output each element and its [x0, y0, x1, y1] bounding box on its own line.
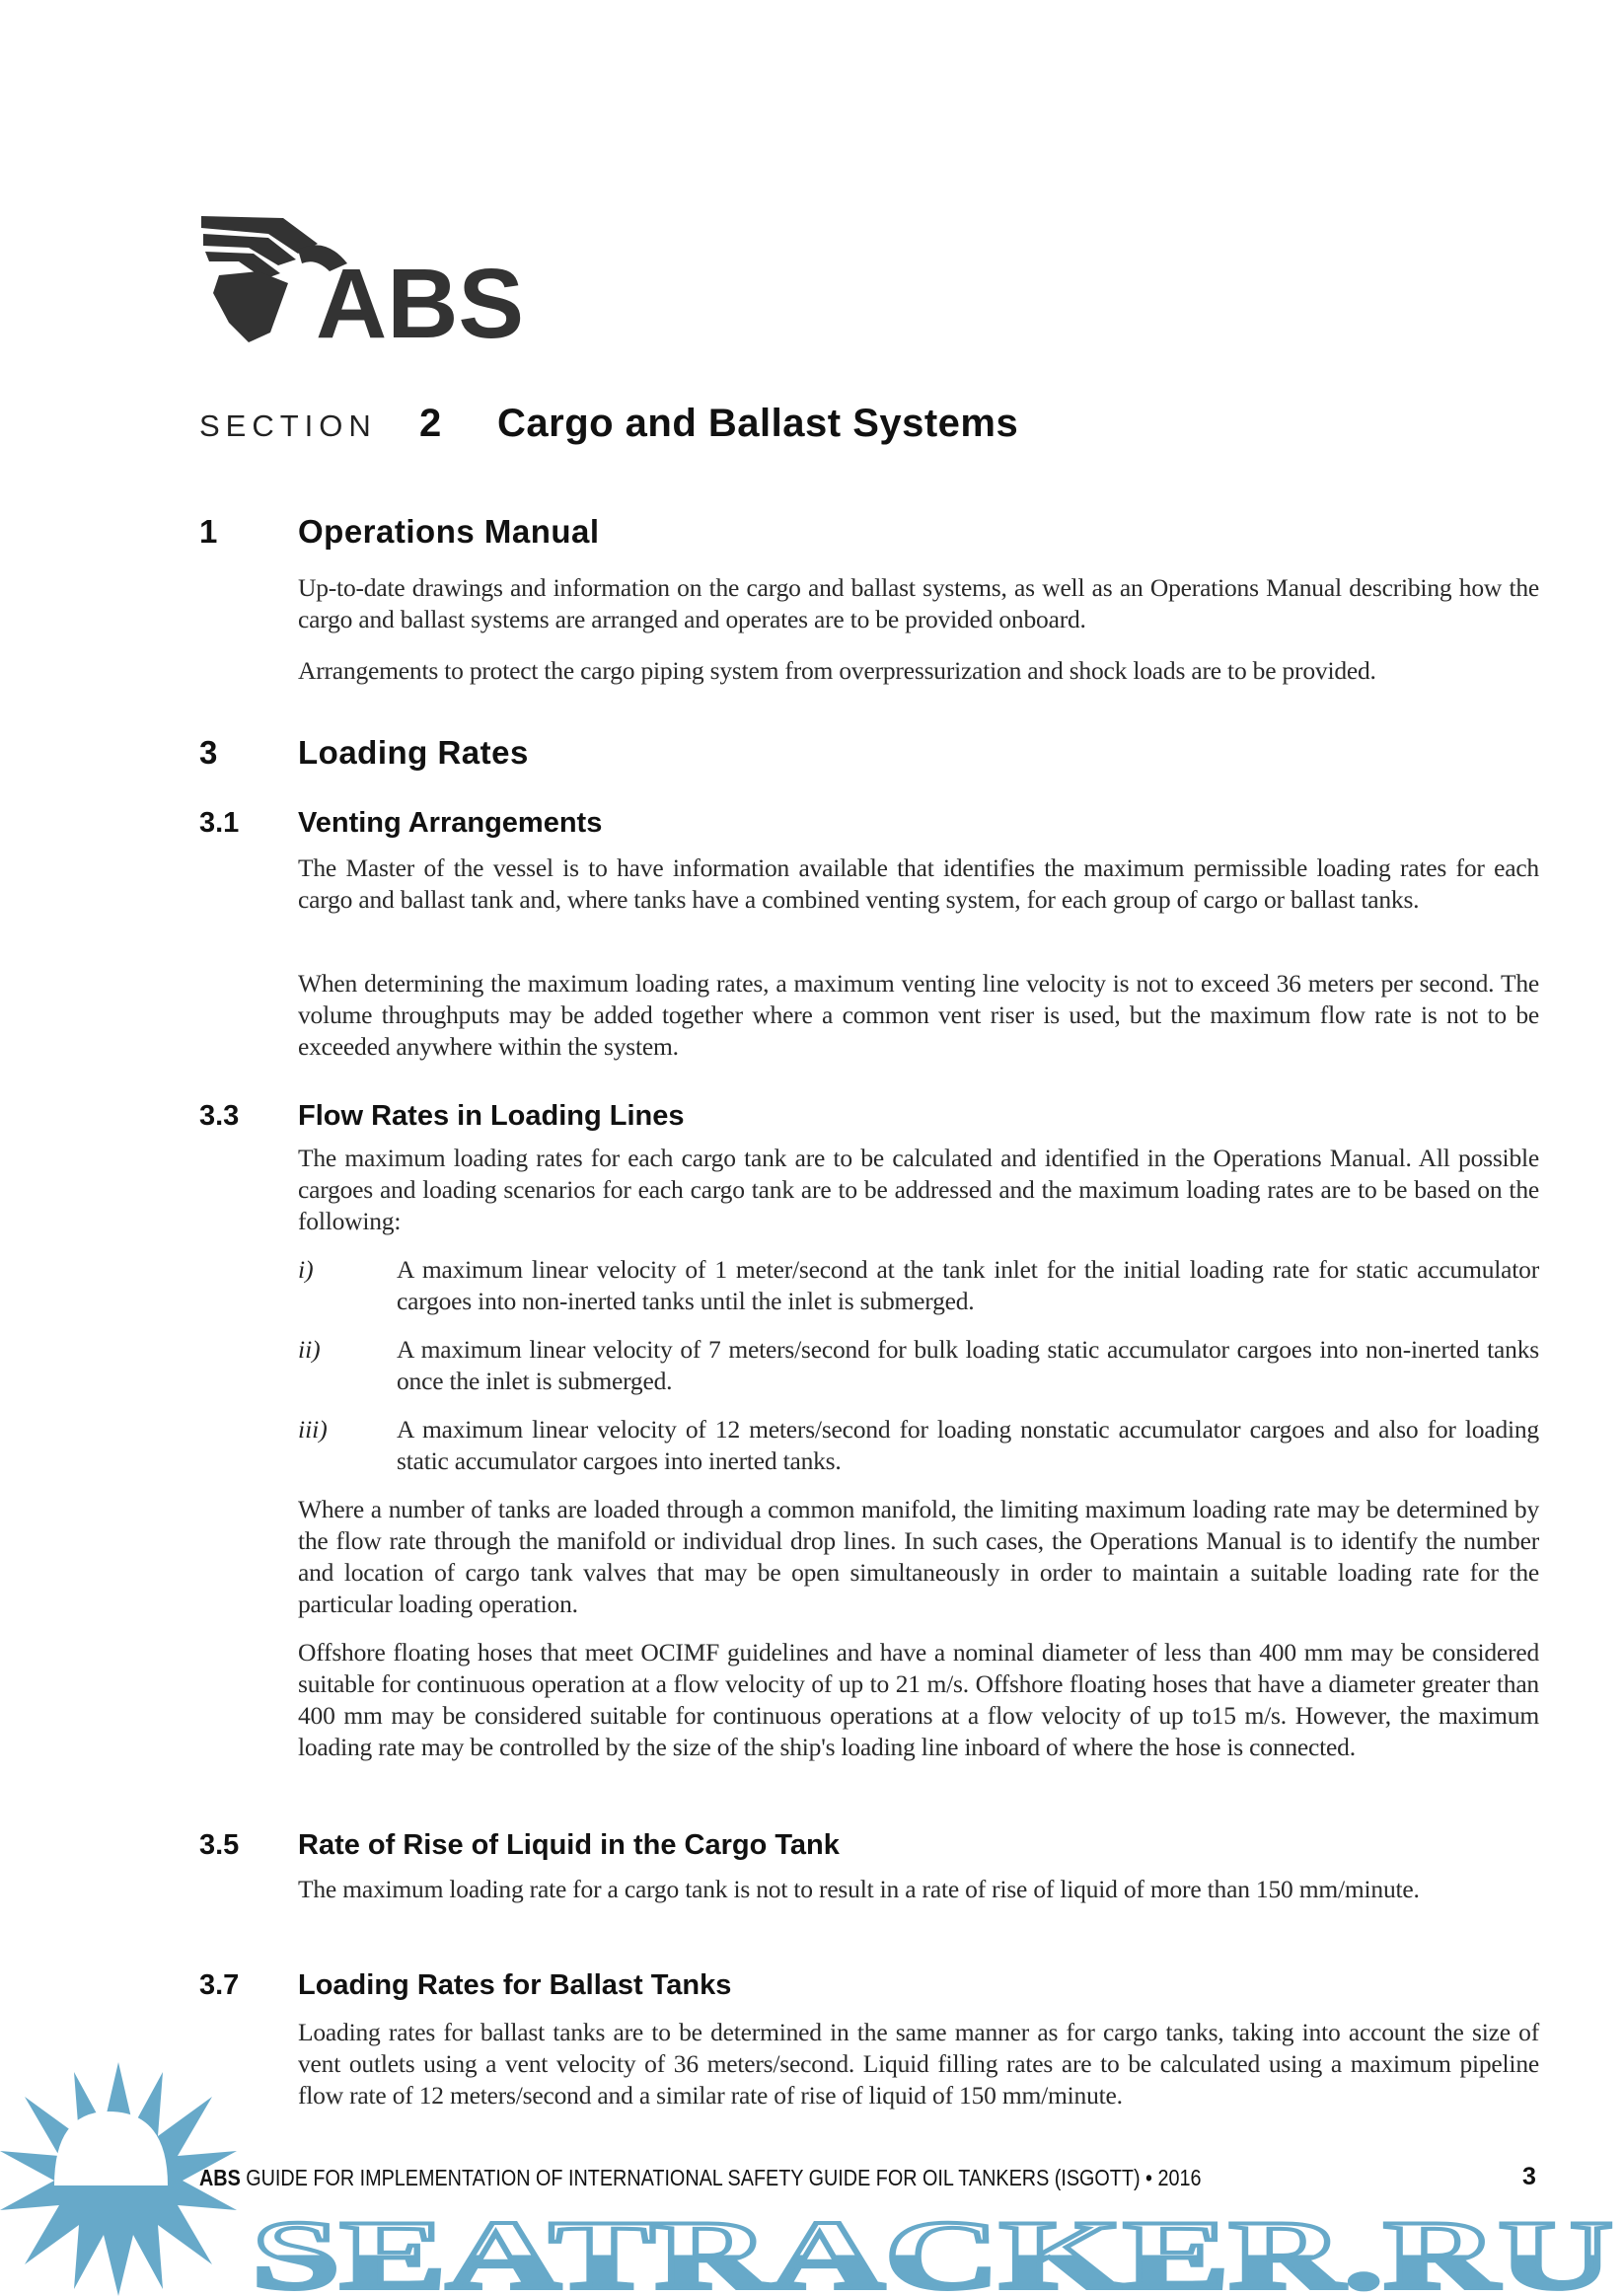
heading-number: 3.5 [199, 1829, 240, 1861]
heading-number: 3 [199, 734, 218, 771]
heading-number: 1 [199, 513, 218, 550]
list-item: A maximum linear velocity of 7 meters/second for bulk loading static accumulator cargoes into non-inerted tanks once the inlet is submerged. [397, 1335, 1539, 1395]
watermark-text: SEATRACKER.RU [252, 2200, 1613, 2296]
list-item: A maximum linear velocity of 1 meter/second at the tank inlet for the initial loading rate for static accumulator cargoes into non-inerted tanks until the inlet is submerged. [397, 1255, 1539, 1315]
paragraph: When determining the maximum loading rates, a maximum venting line velocity is not to exceed 36 meters per second. The volume throughputs may be added together where a common vent riser is used, but the maximum flow rate is not to be exceeded anywhere within the system. [298, 969, 1539, 1061]
logo-text: ABS [316, 249, 525, 344]
heading-title: Flow Rates in Loading Lines [298, 1100, 685, 1132]
list-marker: iii) [298, 1415, 328, 1444]
paragraph: The maximum loading rate for a cargo tank is not to result in a rate of rise of liquid of more than 150 mm/minute. [298, 1875, 1420, 1903]
paragraph: Arrangements to protect the cargo piping system from overpressurization and shock loads are to be provided. [298, 656, 1376, 685]
list-item: A maximum linear velocity of 12 meters/second for loading nonstatic accumulator cargoes and also for loading static accumulator cargoes into inerted tanks. [397, 1415, 1539, 1475]
heading-title: Loading Rates for Ballast Tanks [298, 1969, 732, 2001]
heading-title: Rate of Rise of Liquid in the Cargo Tank [298, 1829, 840, 1861]
heading-title: Venting Arrangements [298, 807, 603, 839]
paragraph: Loading rates for ballast tanks are to be determined in the same manner as for cargo tanks, taking into account the size of vent outlets using a vent velocity of 36 meters/second. Liquid filling rates are to be calculated using a maximum pipeline flow rate of 12 meters/second and a similar rate of rise of liquid of 150 mm/minute. [298, 2018, 1539, 2110]
page-number: 3 [1522, 2163, 1536, 2190]
list-marker: i) [298, 1255, 314, 1284]
eagle-emblem-icon [199, 214, 535, 344]
section-label: SECTION [199, 408, 377, 443]
paragraph: Where a number of tanks are loaded through a common manifold, the limiting maximum loading rate may be determined by the flow rate through the manifold or individual drop lines. In such cases, the Operations Manual is to identify the number and location of cargo tank valves that may be open simultaneously in order to maintain a suitable loading rate for the particular loading operation. [298, 1495, 1539, 1618]
paragraph: The maximum loading rates for each cargo tank are to be calculated and identified in the Operations Manual. All possible cargoes and loading scenarios for each cargo tank are to be addressed and the maximum loading rates are to be based on the following: [298, 1144, 1539, 1235]
section-number: 2 [419, 402, 442, 445]
heading-title: Loading Rates [298, 734, 529, 771]
heading-number: 3.7 [199, 1969, 240, 2001]
paragraph: Offshore floating hoses that meet OCIMF guidelines and have a nominal diameter of less than 400 mm may be considered suitable for continuous operation at a flow velocity of up to 21 m/s. Offshore floating hoses that have a diameter greater than 400 mm may be considered suitable for continuous operations at a flow velocity of up to15 m/s. However, the maximum loading rate may be controlled by the size of the ship's loading line inboard of where the hose is connected. [298, 1638, 1539, 1761]
heading-title: Operations Manual [298, 513, 600, 550]
paragraph: The Master of the vessel is to have information available that identifies the maximum permissible loading rates for each cargo and ballast tank and, where tanks have a combined venting system, for each group of cargo or ballast tanks. [298, 853, 1539, 914]
heading-number: 3.3 [199, 1100, 240, 1132]
paragraph: Up-to-date drawings and information on the cargo and ballast systems, as well as an Operations Manual describing how the cargo and ballast systems are arranged and operates are to be provided onboard. [298, 573, 1539, 633]
footer-brand: ABS [199, 2165, 241, 2190]
section-title: Cargo and Ballast Systems [497, 402, 1019, 445]
footer [199, 2165, 1201, 2191]
heading-number: 3.1 [199, 807, 240, 839]
list-marker: ii) [298, 1335, 321, 1364]
footer-title: GUIDE FOR IMPLEMENTATION OF INTERNATIONAL SAFETY GUIDE FOR OIL TANKERS (ISGOTT) • 2016 [246, 2165, 1202, 2190]
abs-logo [199, 214, 535, 344]
